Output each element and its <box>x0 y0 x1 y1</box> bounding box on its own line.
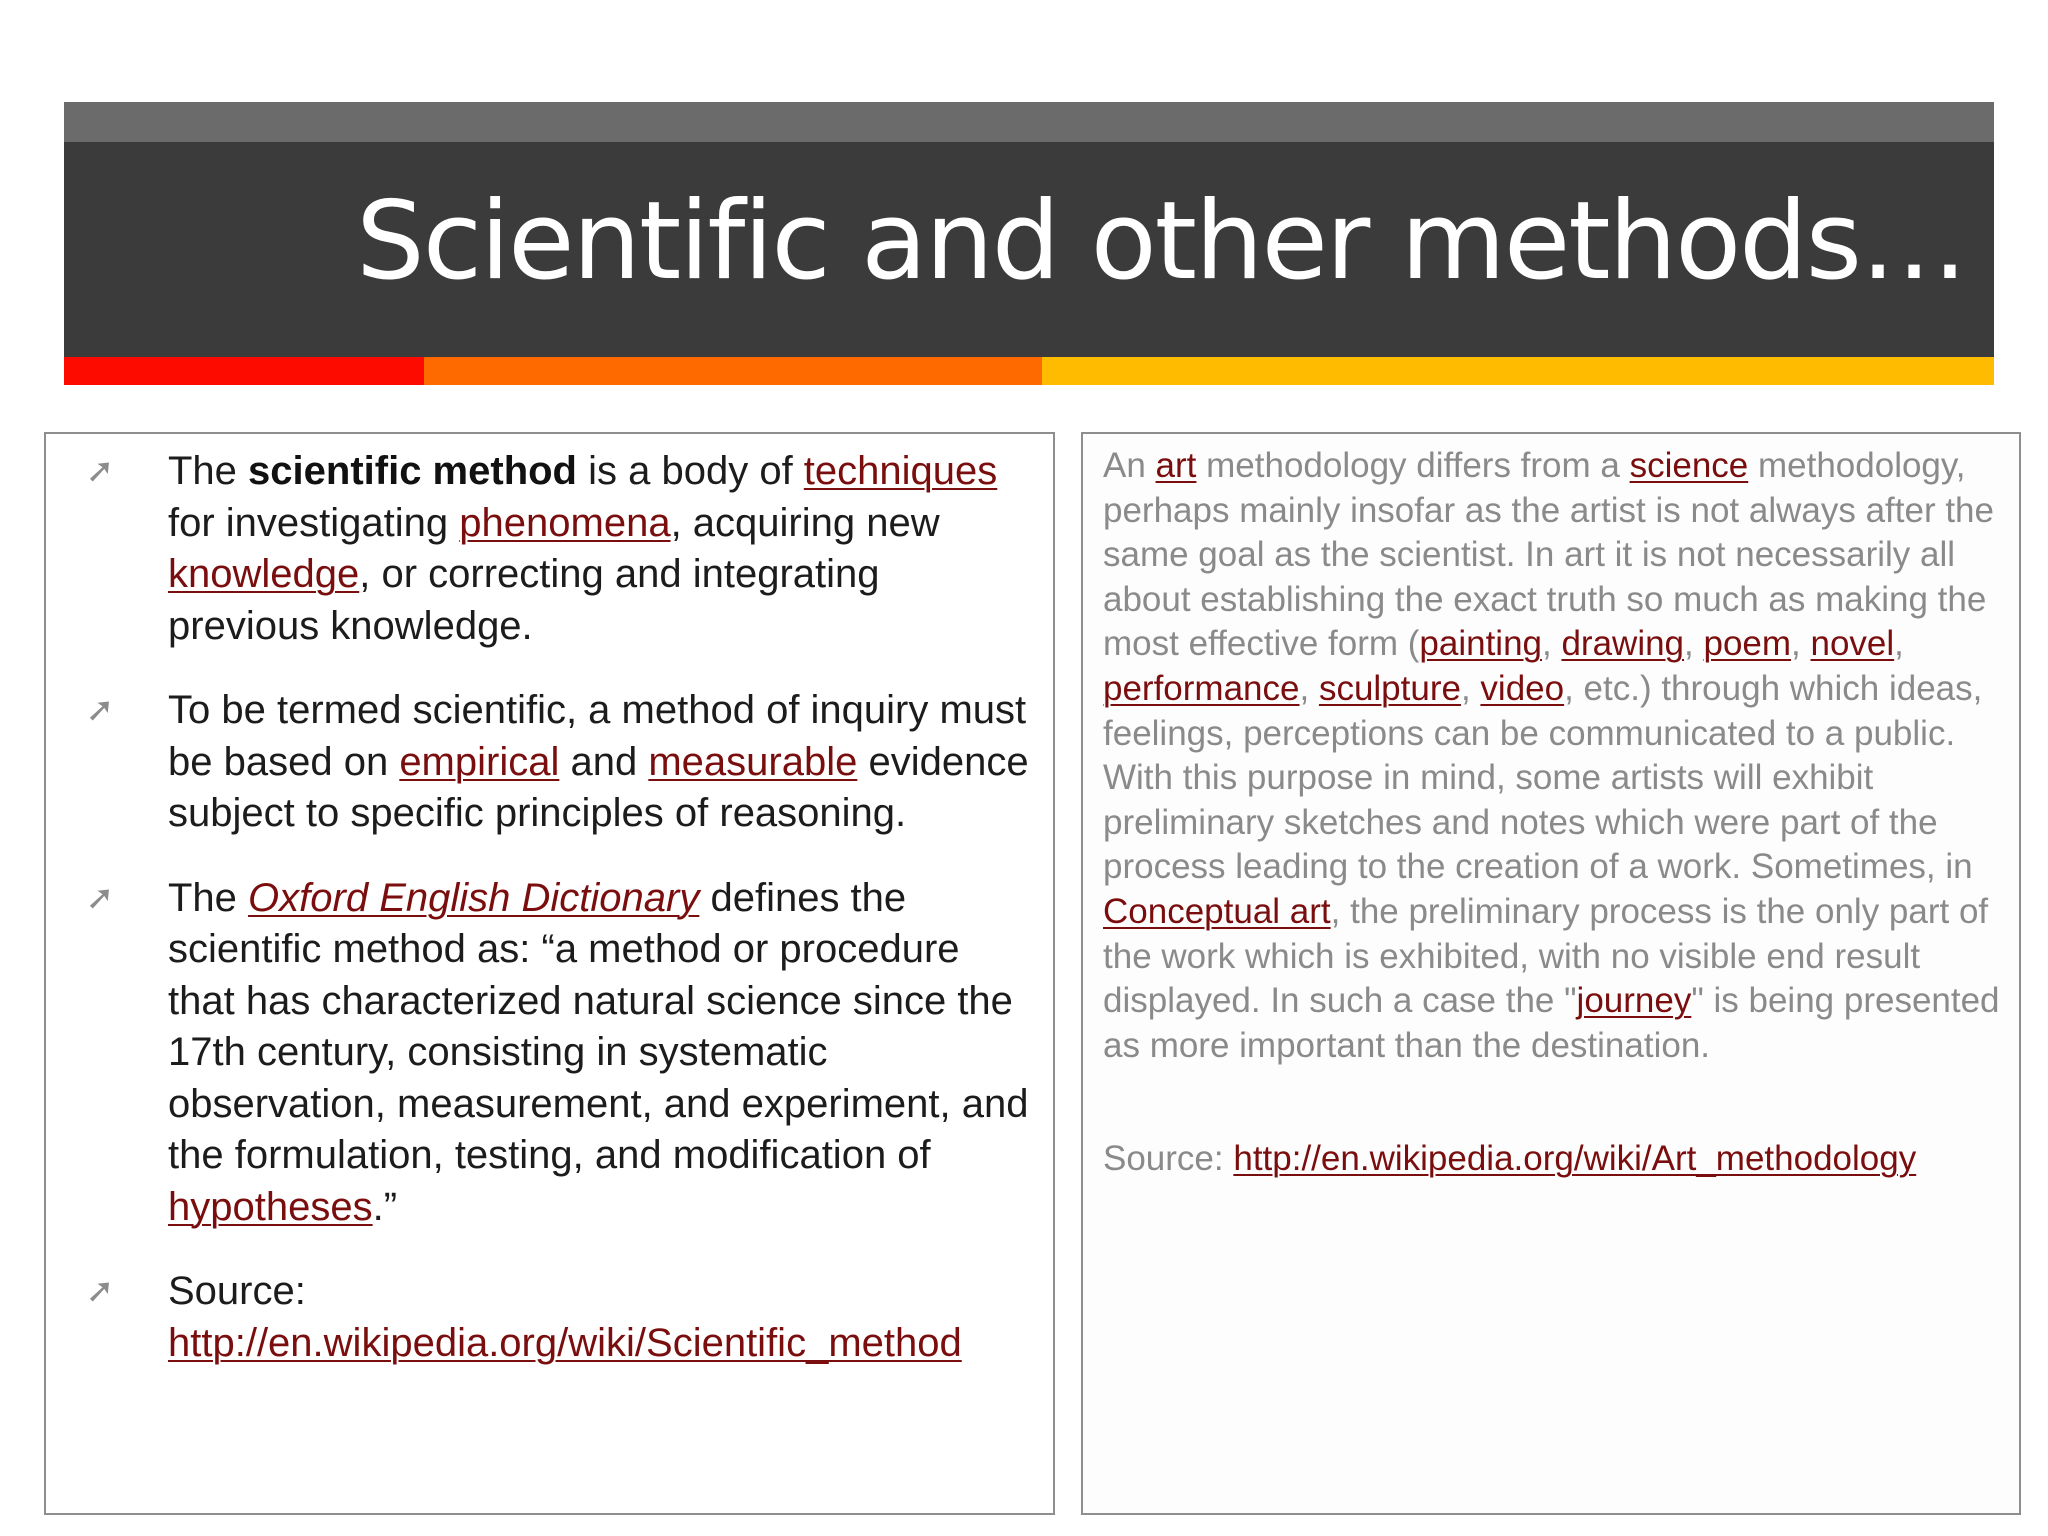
text-run: " is being presented as more important than the destination. <box>1103 981 2000 1065</box>
link-source-art-methodology[interactable]: http://en.wikipedia.org/wiki/Art_methodology <box>1233 1139 1917 1178</box>
link-sculpture[interactable]: sculpture <box>1318 668 1461 708</box>
bullet-text <box>168 446 1033 652</box>
header-top-bar <box>64 102 1994 142</box>
link-video[interactable]: video <box>1480 668 1565 708</box>
link-knowledge[interactable]: knowledge <box>168 552 360 596</box>
link-source-scientific-method[interactable]: http://en.wikipedia.org/wiki/Scientific_method <box>168 1320 962 1365</box>
link-journey[interactable]: journey <box>1576 981 1692 1021</box>
text-run: , acquiring new <box>670 500 940 545</box>
link-phenomena[interactable]: phenomena <box>459 500 671 545</box>
bullet-text <box>168 873 1033 1234</box>
source-label: Source: <box>1103 1139 1234 1178</box>
text-run: .” <box>372 1184 398 1229</box>
link-science[interactable]: science <box>1629 446 1749 485</box>
text-run: , <box>1791 624 1811 664</box>
link-hypotheses[interactable]: hypotheses <box>168 1184 373 1229</box>
text-run: , <box>1894 624 1904 664</box>
link-painting[interactable]: painting <box>1419 624 1542 664</box>
link-techniques[interactable]: techniques <box>803 449 998 493</box>
link-poem[interactable]: poem <box>1703 624 1792 664</box>
header-bar <box>64 142 1994 357</box>
bullet-text <box>168 1266 1033 1369</box>
source-label: Source: <box>168 1269 306 1313</box>
text-run: An <box>1103 446 1156 485</box>
arrow-up-right-icon: ➚ <box>85 690 115 730</box>
text-run: methodology, perhaps mainly insofar as the artist is not always after the same goal as the scientist. In art it is not necessarily all about establishing the exact truth so much as making the most effective form ( <box>1103 446 1994 664</box>
link-conceptual-art[interactable]: Conceptual art <box>1103 891 1331 931</box>
link-measurable[interactable]: measurable <box>648 739 858 784</box>
text-run: and <box>559 739 649 784</box>
scientific-method-panel <box>44 432 1055 1515</box>
art-methodology-text <box>1103 444 2008 1068</box>
art-methodology-panel <box>1081 432 2021 1515</box>
arrow-up-right-icon: ➚ <box>85 877 115 918</box>
link-oxford-english-dictionary[interactable]: Oxford English Dictionary <box>248 875 700 920</box>
text-run: The <box>168 449 249 493</box>
accent-stripe-red <box>64 357 424 385</box>
text-run: , <box>1460 668 1481 708</box>
text-run: , or correcting and integrating previous knowledge. <box>168 552 880 648</box>
text-run: To be termed scientific, a method of inquiry must be based on <box>168 688 1027 784</box>
bullet-item <box>46 685 1053 840</box>
text-run: evidence subject to specific principles of reasoning. <box>168 739 1029 835</box>
bullet-item <box>46 1266 1053 1369</box>
text-run: , <box>1542 624 1562 664</box>
link-drawing[interactable]: drawing <box>1561 624 1685 664</box>
link-empirical[interactable]: empirical <box>399 739 560 784</box>
bullet-item <box>46 873 1053 1234</box>
text-run: , etc.) through which ideas, feelings, perceptions can be communicated to a public. With this purpose in mind, some artists will exhibit preliminary sketches and notes which were part of the process leading to the creation of a work. Sometimes, in <box>1103 668 1983 887</box>
arrow-up-right-icon: ➚ <box>85 1271 115 1311</box>
accent-stripe-yellow <box>1042 357 1994 385</box>
link-art[interactable]: art <box>1155 446 1197 485</box>
art-source <box>1103 1137 2008 1182</box>
link-novel[interactable]: novel <box>1810 624 1895 664</box>
bullet-list <box>46 446 1053 1402</box>
arrow-up-right-icon: ➚ <box>85 451 115 491</box>
accent-stripe-orange <box>424 357 1042 385</box>
bold-term: scientific method <box>248 449 577 493</box>
link-performance[interactable]: performance <box>1103 668 1300 708</box>
text-run: , the preliminary process is the only part of the work which is exhibited, with no visible end result displayed. In such a case the " <box>1103 891 1989 1021</box>
text-run: , <box>1299 668 1319 708</box>
text-run: methodology differs from a <box>1196 446 1630 485</box>
bullet-text <box>168 685 1033 840</box>
text-run: for investigating <box>168 500 460 545</box>
text-run: is a body of <box>577 449 804 493</box>
text-run: The <box>168 875 249 920</box>
bullet-item <box>46 446 1053 652</box>
text-run: , <box>1684 624 1704 664</box>
text-run: defines the scientific method as: “a method or procedure that has characterized natural science since the 17th century, consisting in systematic observation, measurement, and experiment, and the formulation, testing, and modification of <box>168 875 1029 1177</box>
slide-title: Scientific and other methods… <box>356 179 1966 304</box>
